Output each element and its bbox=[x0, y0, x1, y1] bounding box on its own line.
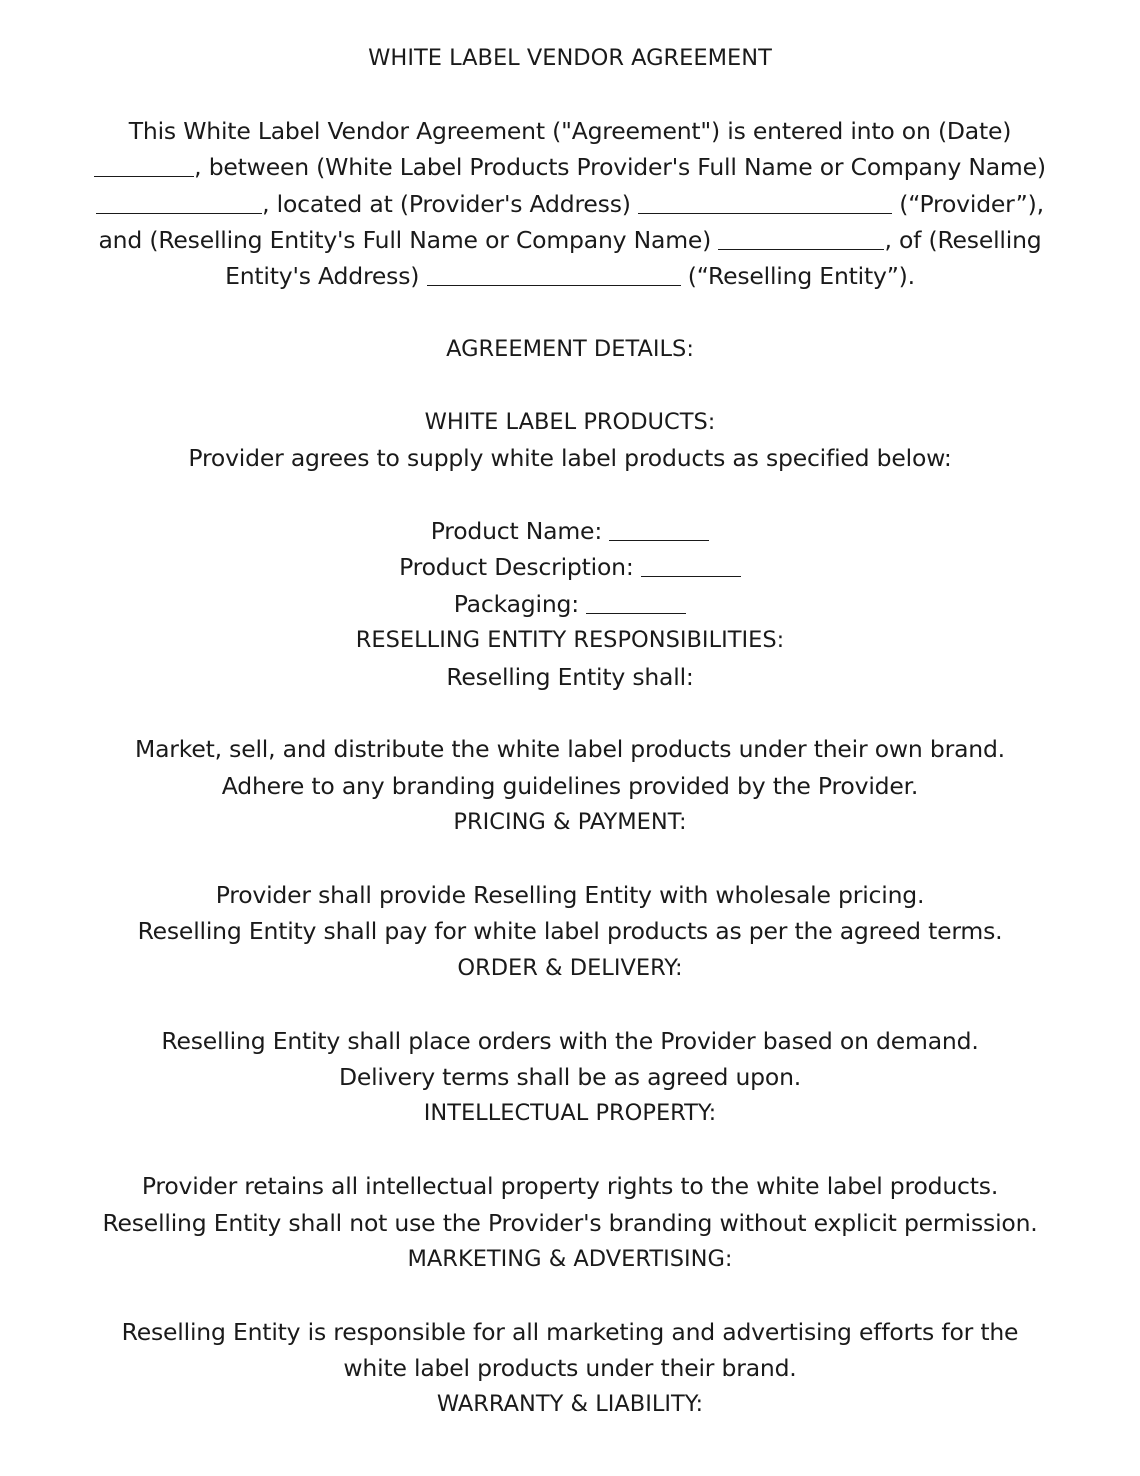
spacer bbox=[40, 295, 1100, 331]
warranty-heading: WARRANTY & LIABILITY: bbox=[436, 1391, 704, 1418]
intro-line-4-text-a: and (Reselling Entity's Full Name or Company Name) bbox=[98, 225, 712, 254]
intro-line-1: This White Label Vendor Agreement ("Agreement") is entered into on (Date) bbox=[128, 116, 1012, 145]
responsibilities-line-1: Market, sell, and distribute the white label products under their own brand. bbox=[135, 735, 1005, 764]
intro-line-4-text-b: , of (Reselling bbox=[884, 225, 1042, 254]
products-text: Provider agrees to supply white label products as specified below: bbox=[188, 444, 952, 473]
intro-line-2-text: , between (White Label Products Provider's Full Name or Company Name) bbox=[194, 153, 1046, 182]
ip-heading: INTELLECTUAL PROPERTY: bbox=[423, 1100, 717, 1127]
product-description-blank[interactable] bbox=[641, 552, 741, 577]
product-name-row bbox=[40, 513, 1100, 549]
spacer bbox=[40, 695, 1100, 731]
date-blank[interactable] bbox=[94, 152, 194, 177]
spacer bbox=[40, 1277, 1100, 1313]
product-name-blank[interactable] bbox=[609, 516, 709, 541]
responsibilities-intro: Reselling Entity shall: bbox=[446, 662, 694, 691]
packaging-label: Packaging: bbox=[453, 589, 579, 618]
provider-address-blank[interactable] bbox=[638, 189, 892, 214]
intro-line-5 bbox=[40, 258, 1100, 294]
spacer bbox=[40, 76, 1100, 112]
marketing-heading: MARKETING & ADVERTISING: bbox=[407, 1245, 733, 1272]
intro-line-4 bbox=[40, 222, 1100, 258]
spacer bbox=[40, 1132, 1100, 1168]
intro-line-3-text-a: , located at (Provider's Address) bbox=[262, 189, 631, 218]
pricing-heading: PRICING & PAYMENT: bbox=[453, 809, 687, 836]
delivery-line-2: Delivery terms shall be as agreed upon. bbox=[338, 1062, 802, 1091]
delivery-heading: ORDER & DELIVERY: bbox=[457, 954, 683, 981]
product-name-label: Product Name: bbox=[430, 517, 603, 546]
product-description-label: Product Description: bbox=[399, 553, 634, 582]
pricing-line-1: Provider shall provide Reselling Entity with wholesale pricing. bbox=[215, 880, 925, 909]
ip-line-2: Reselling Entity shall not use the Provider's branding without explicit permission. bbox=[102, 1208, 1038, 1237]
spacer bbox=[40, 477, 1100, 513]
product-description-row bbox=[40, 549, 1100, 585]
marketing-line-2: white label products under their brand. bbox=[343, 1354, 797, 1383]
reseller-address-blank[interactable] bbox=[427, 261, 681, 286]
spacer bbox=[40, 841, 1100, 877]
responsibilities-line-2: Adhere to any branding guidelines provided by the Provider. bbox=[221, 771, 919, 800]
provider-name-blank[interactable] bbox=[96, 189, 262, 214]
intro-line-3-text-b: (“Provider”), bbox=[899, 189, 1044, 218]
document-title: WHITE LABEL VENDOR AGREEMENT bbox=[368, 45, 772, 71]
pricing-line-2: Reselling Entity shall pay for white label products as per the agreed terms. bbox=[137, 917, 1003, 946]
intro-line-2 bbox=[40, 149, 1100, 185]
spacer bbox=[40, 368, 1100, 404]
intro-line-5-text-b: (“Reselling Entity”). bbox=[687, 262, 915, 291]
products-heading: WHITE LABEL PRODUCTS: bbox=[424, 408, 716, 435]
packaging-blank[interactable] bbox=[586, 589, 686, 614]
packaging-row bbox=[40, 586, 1100, 622]
agreement-document bbox=[40, 40, 1100, 1423]
details-heading: AGREEMENT DETAILS: bbox=[446, 336, 694, 363]
responsibilities-heading: RESELLING ENTITY RESPONSIBILITIES: bbox=[355, 627, 785, 654]
reseller-name-blank[interactable] bbox=[718, 225, 884, 250]
spacer bbox=[40, 986, 1100, 1022]
delivery-line-1: Reselling Entity shall place orders with the Provider based on demand. bbox=[161, 1026, 979, 1055]
intro-line-3 bbox=[40, 186, 1100, 222]
intro-line-5-text-a: Entity's Address) bbox=[225, 262, 420, 291]
marketing-line-1: Reselling Entity is responsible for all marketing and advertising efforts for the bbox=[121, 1317, 1019, 1346]
ip-line-1: Provider retains all intellectual property rights to the white label products. bbox=[141, 1172, 999, 1201]
